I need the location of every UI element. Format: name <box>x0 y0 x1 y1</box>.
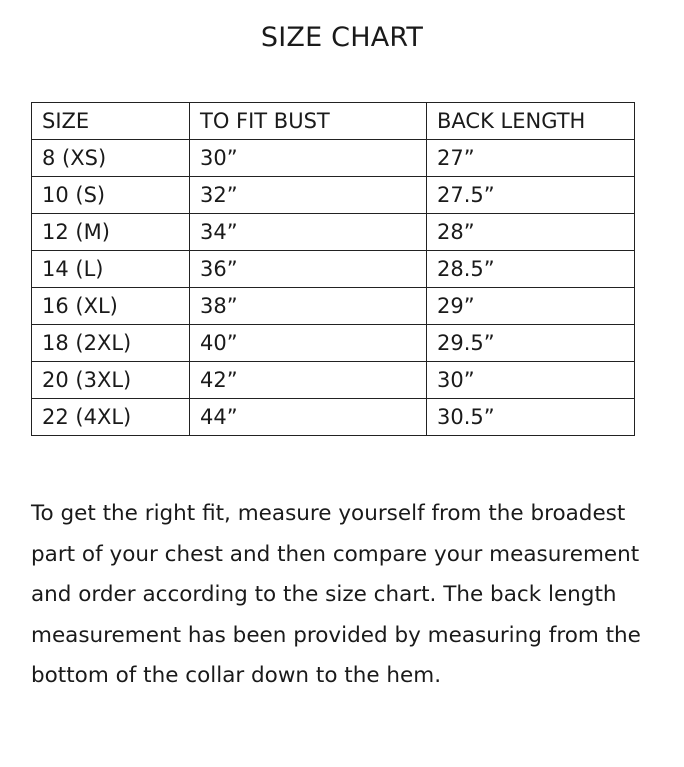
column-header-size: SIZE <box>32 103 190 140</box>
size-cell: 10 (S) <box>32 177 190 214</box>
bust-cell: 44” <box>190 399 427 436</box>
fit-instructions: To get the right fit, measure yourself from the broadest part of your chest and then compare your measurement and order according to the size chart. The back length measurement has been provided by measuring from the bottom of the collar down to the hem. <box>31 501 641 688</box>
bust-cell: 36” <box>190 251 427 288</box>
bust-cell: 40” <box>190 325 427 362</box>
table-row <box>32 214 635 251</box>
bust-cell: 38” <box>190 288 427 325</box>
back-length-cell: 29.5” <box>427 325 635 362</box>
column-header-bust: TO FIT BUST <box>190 103 427 140</box>
column-header-back-length: BACK LENGTH <box>427 103 635 140</box>
size-cell: 8 (XS) <box>32 140 190 177</box>
table-row <box>32 399 635 436</box>
table-row <box>32 177 635 214</box>
table-row <box>32 362 635 399</box>
size-cell: 22 (4XL) <box>32 399 190 436</box>
back-length-cell: 28.5” <box>427 251 635 288</box>
table-row <box>32 251 635 288</box>
size-cell: 12 (M) <box>32 214 190 251</box>
bust-cell: 34” <box>190 214 427 251</box>
table-row <box>32 140 635 177</box>
size-cell: 16 (XL) <box>32 288 190 325</box>
back-length-cell: 30.5” <box>427 399 635 436</box>
back-length-cell: 27.5” <box>427 177 635 214</box>
back-length-cell: 27” <box>427 140 635 177</box>
bust-cell: 42” <box>190 362 427 399</box>
table-header-row <box>32 103 635 140</box>
back-length-cell: 28” <box>427 214 635 251</box>
size-cell: 18 (2XL) <box>32 325 190 362</box>
table-row <box>32 288 635 325</box>
bust-cell: 32” <box>190 177 427 214</box>
size-cell: 20 (3XL) <box>32 362 190 399</box>
back-length-cell: 30” <box>427 362 635 399</box>
bust-cell: 30” <box>190 140 427 177</box>
size-chart-table <box>31 102 635 436</box>
size-cell: 14 (L) <box>32 251 190 288</box>
back-length-cell: 29” <box>427 288 635 325</box>
table-row <box>32 325 635 362</box>
page-title: SIZE CHART <box>260 22 424 53</box>
